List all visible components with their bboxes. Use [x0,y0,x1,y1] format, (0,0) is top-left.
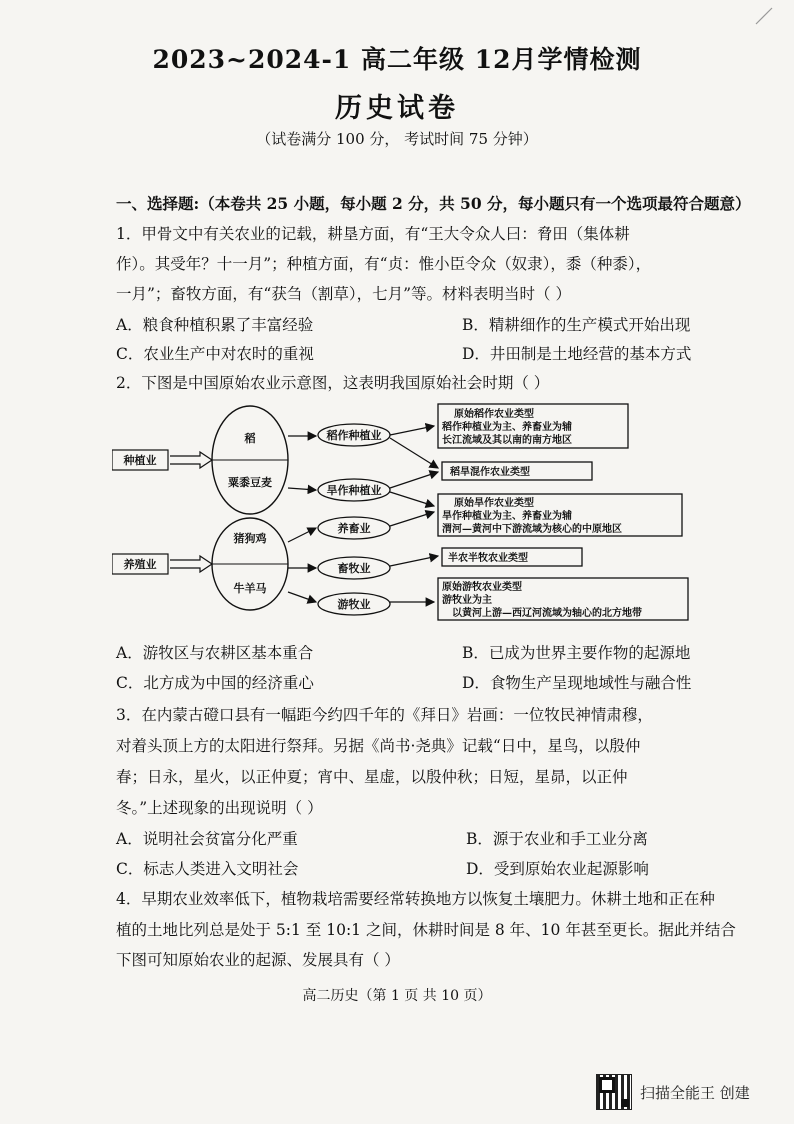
diagram-arrow-nomadic [288,592,316,602]
diagram-box2: 稻旱混作农业类型 [450,467,530,478]
q3-option-b: B．源于农业和手工业分离 [466,830,648,848]
q3-line-1: 3．在内蒙古磴口县有一幅距今约四千年的《拜日》岩画：一位牧民神情肃穆， [116,706,653,724]
q1-option-a: A．粮食种植积累了丰富经验 [116,316,314,334]
exam-title: 2023~2024-1 高二年级 12月学情检测 [152,45,642,74]
diagram-mid-rice-label: 稻作种植业 [326,429,382,442]
diagram-box3-line1: 原始旱作农业类型 [454,498,534,509]
q3-option-c: C．标志人类进入文明社会 [116,860,299,878]
diagram-oval-millet: 粟黍豆麦 [228,476,272,489]
q3-option-a: A．说明社会贫富分化严重 [116,830,298,848]
q2-option-d: D．食物生产呈现地域性与融合性 [462,674,692,692]
agriculture-diagram [112,402,792,632]
diagram-arrow-r1 [390,426,434,435]
q2-option-a: A．游牧区与农耕区基本重合 [116,644,314,662]
scanner-watermark-text: 扫描全能王 创建 [640,1083,750,1102]
diagram-arrow-r4 [390,492,434,506]
q1-line-1: 1．甲骨文中有关农业的记载，耕垦方面，有“王大令众人曰：脅田（集体耕 [116,225,630,243]
q3-option-d: D．受到原始农业起源影响 [466,860,649,878]
diagram-box5-line3: 以黄河上游—西辽河流域为轴心的北方地带 [452,608,642,619]
diagram-oval-pigs: 猪狗鸡 [233,532,267,545]
q1-line-2: 作）。其受年？十一月”；种植方面，有“贞：惟小臣令众（奴隶），黍（种黍）， [116,255,652,273]
diagram-box5-line2: 游牧业为主 [442,595,492,606]
q4-line-1: 4．早期农业效率低下，植物栽培需要经常转换地方以恢复土壤肥力。休耕土地和正在种 [116,890,715,908]
scan-corner-mark [754,6,774,26]
diagram-arrow-husbandry [288,528,316,542]
diagram-box1-line1: 原始稻作农业类型 [454,409,534,420]
scanner-watermark [596,1074,750,1110]
diagram-arrow-r3 [390,472,438,488]
diagram-box3-line3: 渭河—黄河中下游流域为核心的中原地区 [442,524,622,535]
q4-line-2: 植的土地比列总是处于 5:1 至 10:1 之间，休耕时间是 8 年、10 年甚至更长。据此并结合 [116,921,736,939]
diagram-mid-nomadic-label: 游牧业 [337,598,371,611]
page-footer: 高二历史（第 1 页 共 10 页） [302,988,492,1004]
q2-option-b: B．已成为世界主要作物的起源地 [462,644,691,662]
diagram-box3-line2: 旱作种植业为主、养畜业为辅 [442,511,572,522]
diagram-arrow-r5 [390,512,434,526]
diagram-arrow-dry [288,488,316,490]
q3-line-2: 对着头顶上方的太阳进行祭拜。另据《尚书·尧典》记载“日中，星鸟，以殷仲 [116,737,641,755]
section-heading: 一、选择题:（本卷共 25 小题，每小题 2 分，共 50 分，每小题只有一个选项最符合题意） [116,194,751,213]
diagram-left-planting: 种植业 [123,454,157,467]
diagram-left-breeding: 养殖业 [123,558,157,571]
exam-note: （试卷满分 100 分， 考试时间 75 分钟） [256,130,538,148]
q2-stem: 2．下图是中国原始农业示意图，这表明我国原始社会时期（ ） [116,374,550,392]
q1-option-d: D．井田制是土地经营的基本方式 [462,345,692,363]
q3-line-4: 冬。”上述现象的出现说明（ ） [116,799,323,817]
diagram-mid-pastoral-label: 畜牧业 [337,562,371,575]
qr-code-icon [596,1074,632,1110]
q1-line-3: 一月”；畜牧方面，有“获刍（割草），七月”等。材料表明当时（ ） [116,285,571,303]
diagram-box4: 半农半牧农业类型 [448,553,528,564]
diagram-double-arrow-1 [170,452,212,468]
diagram-box5-line1: 原始游牧农业类型 [442,582,522,593]
q2-option-c: C．北方成为中国的经济重心 [116,674,314,692]
q1-option-b: B．精耕细作的生产模式开始出现 [462,316,691,334]
q3-line-3: 春；日永，星火，以正仲夏；宵中、星虚，以殷仲秋；日短，星昴，以正仲 [116,768,628,786]
q4-line-3: 下图可知原始农业的起源、发展具有（ ） [116,951,400,969]
diagram-mid-husbandry-label: 养畜业 [337,522,371,535]
diagram-oval-cattle: 牛羊马 [233,582,267,595]
diagram-oval-rice: 稻 [244,432,256,445]
diagram-arrow-r6 [390,556,438,566]
q1-option-c: C．农业生产中对农时的重视 [116,345,314,363]
diagram-arrow-r2 [390,438,438,468]
diagram-mid-dry-label: 旱作种植业 [326,484,382,497]
diagram-box1-line2: 稻作种植业为主、养畜业为辅 [442,422,572,433]
diagram-box1-line3: 长江流域及其以南的南方地区 [442,435,572,446]
diagram-double-arrow-2 [170,556,212,572]
exam-subject: 历史试卷 [335,93,459,124]
